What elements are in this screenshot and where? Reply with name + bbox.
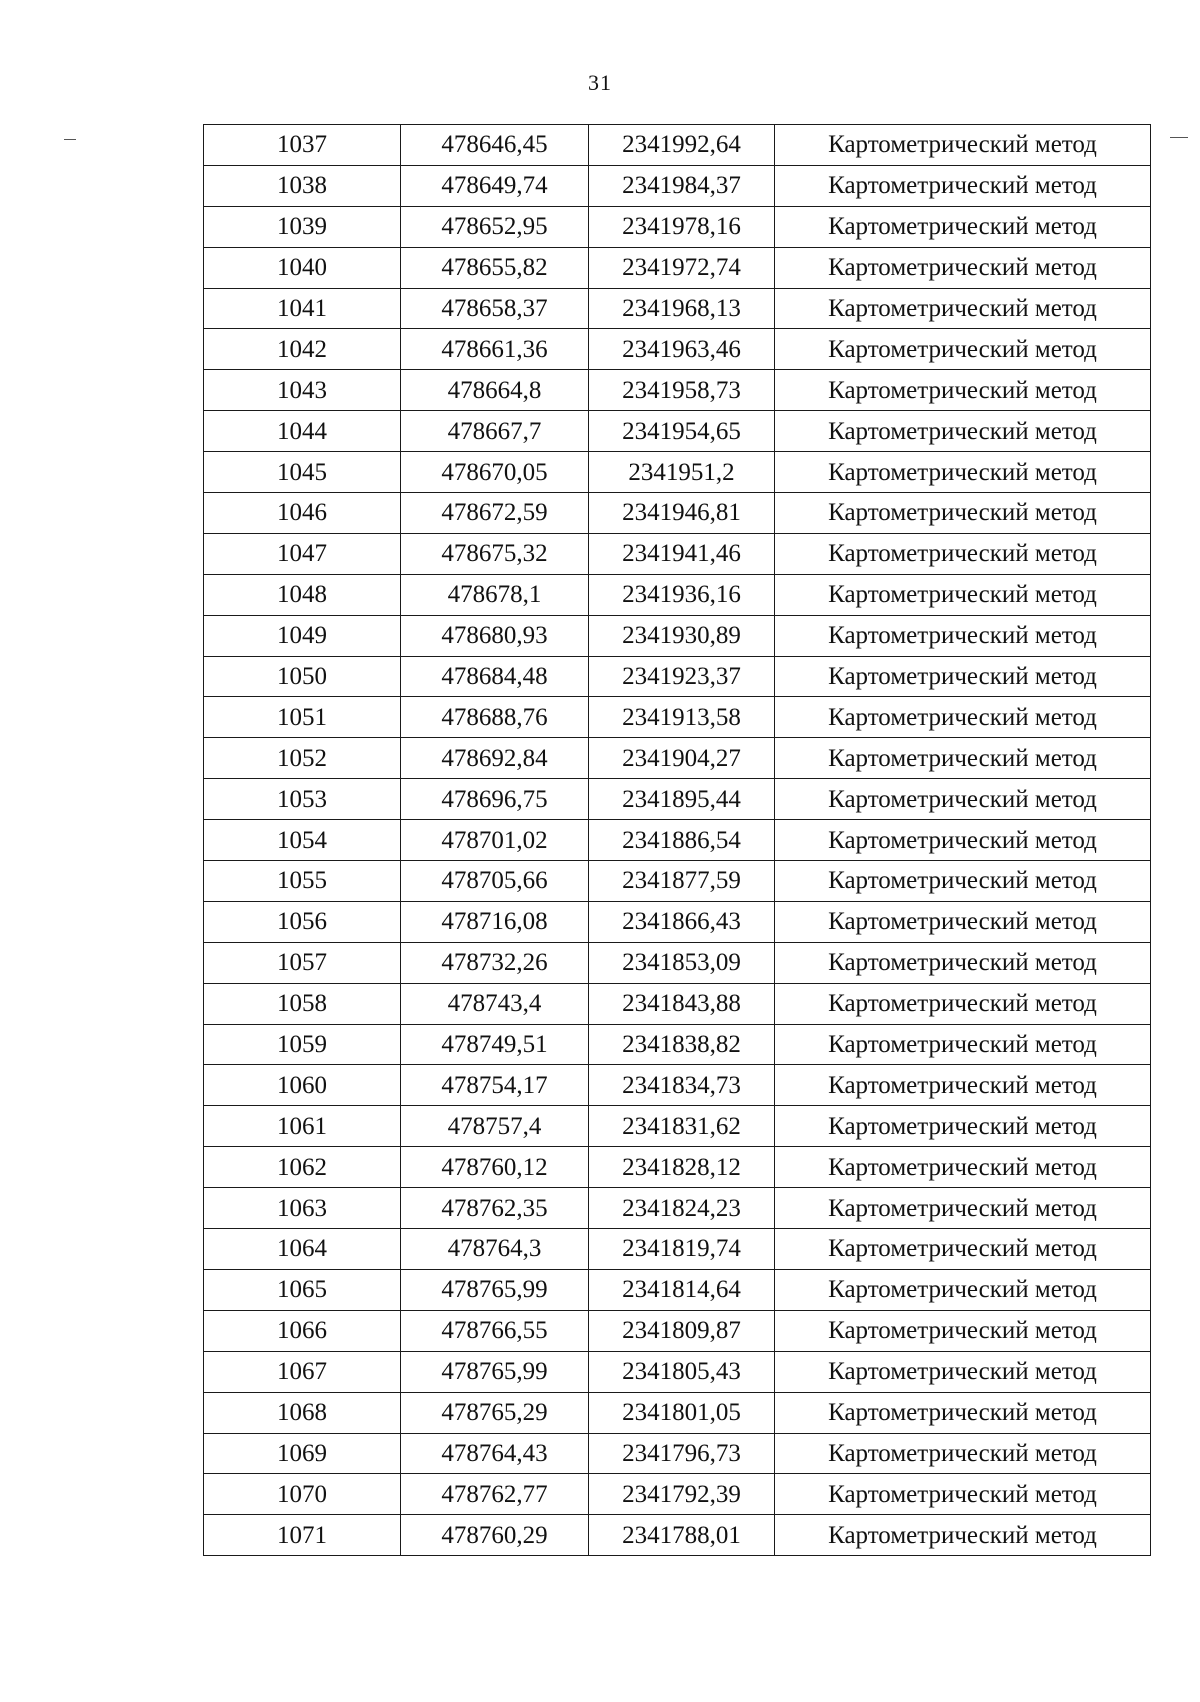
x-coordinate-cell: 478716,08	[401, 901, 589, 942]
table-row	[204, 1147, 1151, 1188]
method-cell: Картометрический метод	[775, 779, 1151, 820]
method-cell: Картометрический метод	[775, 411, 1151, 452]
method-cell: Картометрический метод	[775, 1147, 1151, 1188]
table-row	[204, 206, 1151, 247]
scan-mark-left	[64, 139, 76, 140]
point-number-cell: 1055	[204, 861, 401, 902]
y-coordinate-cell: 2341814,64	[589, 1269, 775, 1310]
table-row	[204, 861, 1151, 902]
x-coordinate-cell: 478655,82	[401, 247, 589, 288]
y-coordinate-cell: 2341834,73	[589, 1065, 775, 1106]
table-row	[204, 1269, 1151, 1310]
point-number-cell: 1058	[204, 983, 401, 1024]
y-coordinate-cell: 2341828,12	[589, 1147, 775, 1188]
method-cell: Картометрический метод	[775, 1106, 1151, 1147]
method-cell: Картометрический метод	[775, 1515, 1151, 1556]
x-coordinate-cell: 478705,66	[401, 861, 589, 902]
method-cell: Картометрический метод	[775, 1474, 1151, 1515]
y-coordinate-cell: 2341824,23	[589, 1188, 775, 1229]
point-number-cell: 1045	[204, 452, 401, 493]
table-row	[204, 165, 1151, 206]
x-coordinate-cell: 478749,51	[401, 1024, 589, 1065]
y-coordinate-cell: 2341843,88	[589, 983, 775, 1024]
y-coordinate-cell: 2341923,37	[589, 656, 775, 697]
table-row	[204, 738, 1151, 779]
point-number-cell: 1048	[204, 574, 401, 615]
x-coordinate-cell: 478760,29	[401, 1515, 589, 1556]
scan-mark-right	[1170, 137, 1188, 138]
y-coordinate-cell: 2341788,01	[589, 1515, 775, 1556]
x-coordinate-cell: 478762,35	[401, 1188, 589, 1229]
y-coordinate-cell: 2341895,44	[589, 779, 775, 820]
method-cell: Картометрический метод	[775, 697, 1151, 738]
table-row	[204, 1229, 1151, 1270]
table-row	[204, 1474, 1151, 1515]
method-cell: Картометрический метод	[775, 1188, 1151, 1229]
y-coordinate-cell: 2341796,73	[589, 1433, 775, 1474]
table-row	[204, 1515, 1151, 1556]
point-number-cell: 1044	[204, 411, 401, 452]
y-coordinate-cell: 2341930,89	[589, 615, 775, 656]
table-row	[204, 125, 1151, 166]
point-number-cell: 1040	[204, 247, 401, 288]
y-coordinate-cell: 2341877,59	[589, 861, 775, 902]
y-coordinate-cell: 2341941,46	[589, 533, 775, 574]
table-row	[204, 615, 1151, 656]
x-coordinate-cell: 478701,02	[401, 820, 589, 861]
table-row	[204, 533, 1151, 574]
x-coordinate-cell: 478732,26	[401, 942, 589, 983]
x-coordinate-cell: 478649,74	[401, 165, 589, 206]
point-number-cell: 1063	[204, 1188, 401, 1229]
point-number-cell: 1061	[204, 1106, 401, 1147]
point-number-cell: 1067	[204, 1351, 401, 1392]
point-number-cell: 1068	[204, 1392, 401, 1433]
method-cell: Картометрический метод	[775, 615, 1151, 656]
x-coordinate-cell: 478670,05	[401, 452, 589, 493]
method-cell: Картометрический метод	[775, 1229, 1151, 1270]
x-coordinate-cell: 478764,43	[401, 1433, 589, 1474]
table-row	[204, 247, 1151, 288]
y-coordinate-cell: 2341853,09	[589, 942, 775, 983]
method-cell: Картометрический метод	[775, 983, 1151, 1024]
x-coordinate-cell: 478766,55	[401, 1310, 589, 1351]
point-number-cell: 1060	[204, 1065, 401, 1106]
point-number-cell: 1042	[204, 329, 401, 370]
method-cell: Картометрический метод	[775, 1310, 1151, 1351]
y-coordinate-cell: 2341984,37	[589, 165, 775, 206]
y-coordinate-cell: 2341978,16	[589, 206, 775, 247]
x-coordinate-cell: 478661,36	[401, 329, 589, 370]
method-cell: Картометрический метод	[775, 942, 1151, 983]
method-cell: Картометрический метод	[775, 288, 1151, 329]
method-cell: Картометрический метод	[775, 1024, 1151, 1065]
x-coordinate-cell: 478680,93	[401, 615, 589, 656]
table-row	[204, 942, 1151, 983]
point-number-cell: 1056	[204, 901, 401, 942]
method-cell: Картометрический метод	[775, 656, 1151, 697]
method-cell: Картометрический метод	[775, 206, 1151, 247]
x-coordinate-cell: 478764,3	[401, 1229, 589, 1270]
point-number-cell: 1050	[204, 656, 401, 697]
method-cell: Картометрический метод	[775, 125, 1151, 166]
y-coordinate-cell: 2341904,27	[589, 738, 775, 779]
table-row	[204, 329, 1151, 370]
table-row	[204, 1065, 1151, 1106]
method-cell: Картометрический метод	[775, 452, 1151, 493]
method-cell: Картометрический метод	[775, 738, 1151, 779]
table-row	[204, 1351, 1151, 1392]
method-cell: Картометрический метод	[775, 820, 1151, 861]
y-coordinate-cell: 2341913,58	[589, 697, 775, 738]
point-number-cell: 1038	[204, 165, 401, 206]
table-row	[204, 1024, 1151, 1065]
point-number-cell: 1054	[204, 820, 401, 861]
point-number-cell: 1057	[204, 942, 401, 983]
x-coordinate-cell: 478658,37	[401, 288, 589, 329]
point-number-cell: 1046	[204, 493, 401, 534]
y-coordinate-cell: 2341838,82	[589, 1024, 775, 1065]
method-cell: Картометрический метод	[775, 493, 1151, 534]
point-number-cell: 1069	[204, 1433, 401, 1474]
table-row	[204, 1433, 1151, 1474]
x-coordinate-cell: 478688,76	[401, 697, 589, 738]
y-coordinate-cell: 2341951,2	[589, 452, 775, 493]
x-coordinate-cell: 478684,48	[401, 656, 589, 697]
x-coordinate-cell: 478743,4	[401, 983, 589, 1024]
method-cell: Картометрический метод	[775, 1433, 1151, 1474]
x-coordinate-cell: 478696,75	[401, 779, 589, 820]
x-coordinate-cell: 478664,8	[401, 370, 589, 411]
x-coordinate-cell: 478765,99	[401, 1351, 589, 1392]
table-row	[204, 370, 1151, 411]
y-coordinate-cell: 2341831,62	[589, 1106, 775, 1147]
y-coordinate-cell: 2341968,13	[589, 288, 775, 329]
y-coordinate-cell: 2341963,46	[589, 329, 775, 370]
point-number-cell: 1070	[204, 1474, 401, 1515]
page-number: 31	[588, 70, 612, 95]
point-number-cell: 1051	[204, 697, 401, 738]
table-row	[204, 493, 1151, 534]
x-coordinate-cell: 478678,1	[401, 574, 589, 615]
point-number-cell: 1037	[204, 125, 401, 166]
x-coordinate-cell: 478675,32	[401, 533, 589, 574]
method-cell: Картометрический метод	[775, 329, 1151, 370]
point-number-cell: 1041	[204, 288, 401, 329]
point-number-cell: 1071	[204, 1515, 401, 1556]
coordinates-table-body	[204, 125, 1151, 1556]
x-coordinate-cell: 478760,12	[401, 1147, 589, 1188]
method-cell: Картометрический метод	[775, 1351, 1151, 1392]
point-number-cell: 1059	[204, 1024, 401, 1065]
point-number-cell: 1064	[204, 1229, 401, 1270]
table-row	[204, 1106, 1151, 1147]
table-row	[204, 1310, 1151, 1351]
y-coordinate-cell: 2341972,74	[589, 247, 775, 288]
point-number-cell: 1062	[204, 1147, 401, 1188]
x-coordinate-cell: 478672,59	[401, 493, 589, 534]
point-number-cell: 1052	[204, 738, 401, 779]
x-coordinate-cell: 478667,7	[401, 411, 589, 452]
x-coordinate-cell: 478646,45	[401, 125, 589, 166]
table-row	[204, 452, 1151, 493]
table-row	[204, 288, 1151, 329]
y-coordinate-cell: 2341936,16	[589, 574, 775, 615]
x-coordinate-cell: 478765,99	[401, 1269, 589, 1310]
x-coordinate-cell: 478765,29	[401, 1392, 589, 1433]
y-coordinate-cell: 2341954,65	[589, 411, 775, 452]
x-coordinate-cell: 478754,17	[401, 1065, 589, 1106]
table-row	[204, 779, 1151, 820]
point-number-cell: 1065	[204, 1269, 401, 1310]
y-coordinate-cell: 2341805,43	[589, 1351, 775, 1392]
table-row	[204, 983, 1151, 1024]
method-cell: Картометрический метод	[775, 370, 1151, 411]
method-cell: Картометрический метод	[775, 533, 1151, 574]
x-coordinate-cell: 478762,77	[401, 1474, 589, 1515]
y-coordinate-cell: 2341792,39	[589, 1474, 775, 1515]
method-cell: Картометрический метод	[775, 1269, 1151, 1310]
table-row	[204, 820, 1151, 861]
x-coordinate-cell: 478692,84	[401, 738, 589, 779]
coordinates-table	[203, 124, 1151, 1556]
y-coordinate-cell: 2341992,64	[589, 125, 775, 166]
point-number-cell: 1047	[204, 533, 401, 574]
method-cell: Картометрический метод	[775, 1065, 1151, 1106]
x-coordinate-cell: 478757,4	[401, 1106, 589, 1147]
y-coordinate-cell: 2341958,73	[589, 370, 775, 411]
method-cell: Картометрический метод	[775, 1392, 1151, 1433]
point-number-cell: 1039	[204, 206, 401, 247]
table-row	[204, 697, 1151, 738]
table-row	[204, 411, 1151, 452]
point-number-cell: 1066	[204, 1310, 401, 1351]
y-coordinate-cell: 2341809,87	[589, 1310, 775, 1351]
y-coordinate-cell: 2341886,54	[589, 820, 775, 861]
table-row	[204, 1392, 1151, 1433]
point-number-cell: 1049	[204, 615, 401, 656]
method-cell: Картометрический метод	[775, 901, 1151, 942]
point-number-cell: 1043	[204, 370, 401, 411]
method-cell: Картометрический метод	[775, 574, 1151, 615]
method-cell: Картометрический метод	[775, 247, 1151, 288]
table-row	[204, 656, 1151, 697]
x-coordinate-cell: 478652,95	[401, 206, 589, 247]
y-coordinate-cell: 2341866,43	[589, 901, 775, 942]
table-row	[204, 1188, 1151, 1229]
table-row	[204, 574, 1151, 615]
y-coordinate-cell: 2341819,74	[589, 1229, 775, 1270]
y-coordinate-cell: 2341801,05	[589, 1392, 775, 1433]
point-number-cell: 1053	[204, 779, 401, 820]
method-cell: Картометрический метод	[775, 165, 1151, 206]
y-coordinate-cell: 2341946,81	[589, 493, 775, 534]
method-cell: Картометрический метод	[775, 861, 1151, 902]
table-row	[204, 901, 1151, 942]
